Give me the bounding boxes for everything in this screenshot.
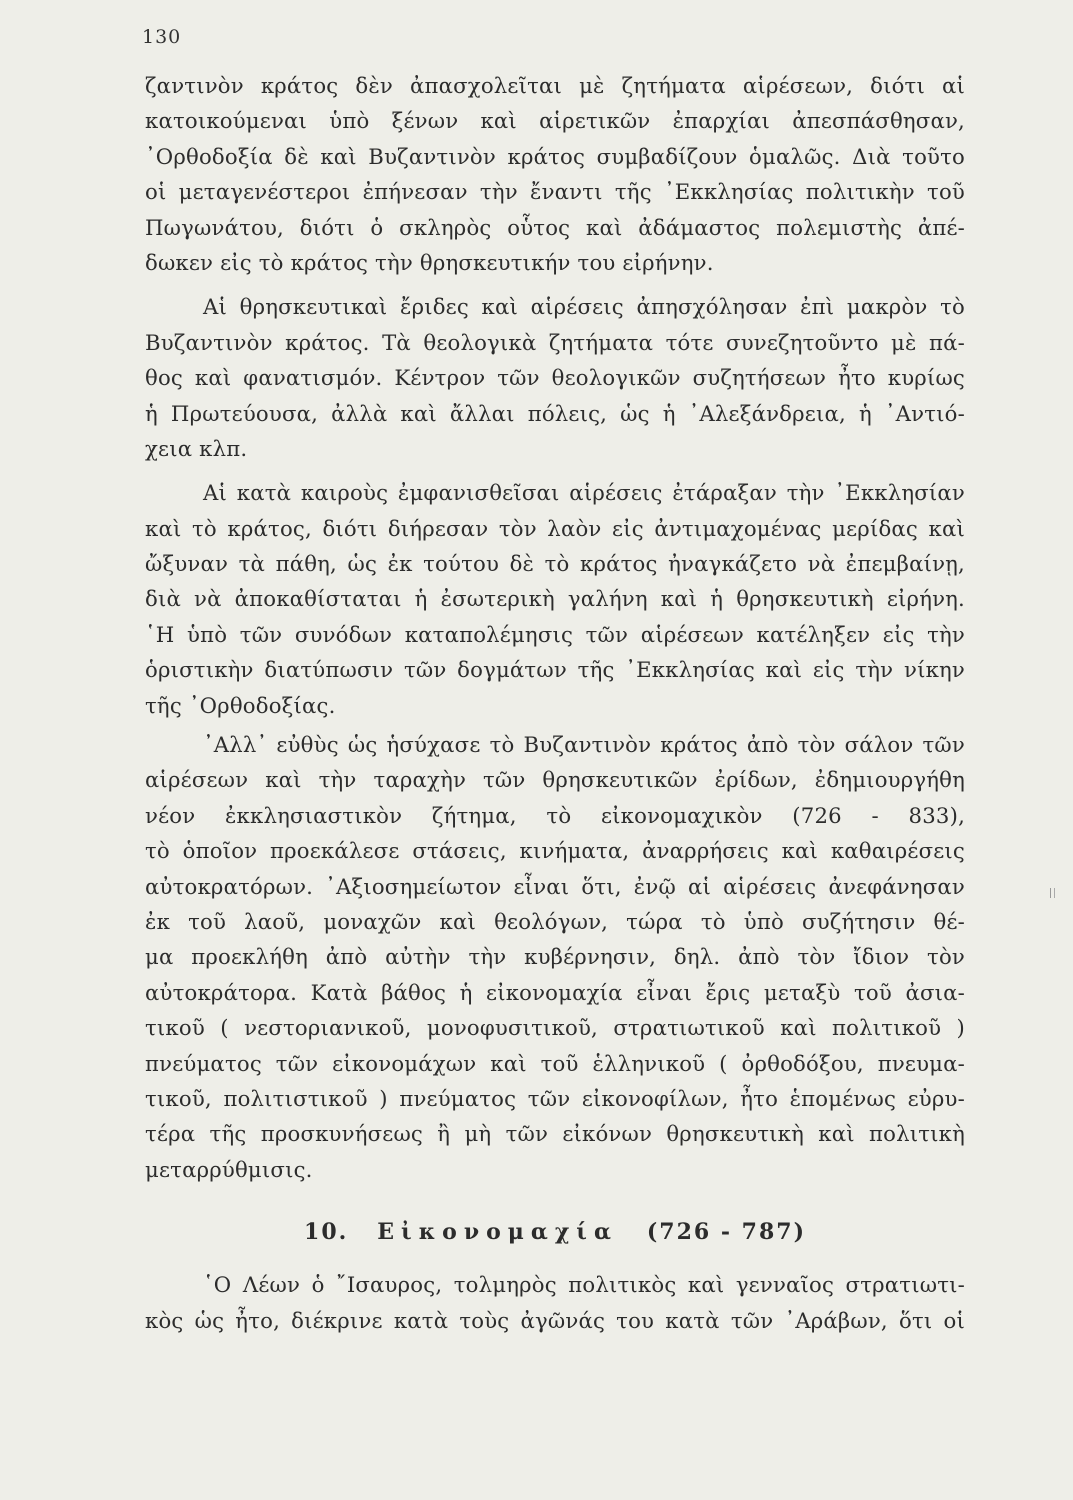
text-line: Αἱ κατὰ καιροὺς ἐμφανισθεῖσαι αἱρέσεις ἐτάραξαν τὴν ᾿Εκκλησίαν: [203, 480, 965, 506]
text-line: ὤξυναν τὰ πάθη, ὡς ἐκ τούτου δὲ τὸ κράτος ἠναγκάζετο νὰ ἐπεμβαίνῃ,: [145, 551, 965, 577]
text-line: πνεύματος τῶν εἰκονομάχων καὶ τοῦ ἑλληνικοῦ ( ὀρθοδόξου, πνευμα-: [145, 1050, 965, 1076]
paragraph-2: [145, 289, 965, 466]
page-number: 130: [142, 26, 182, 48]
text-line: θος καὶ φανατισμόν. Κέντρον τῶν θεολογικῶν συζητήσεων ἦτο κυρίως: [145, 365, 965, 391]
margin-mark: [1050, 888, 1055, 898]
text-line: ἐκ τοῦ λαοῦ, μοναχῶν καὶ θεολόγων, τώρα τὸ ὑπὸ συζήτησιν θέ-: [145, 908, 965, 934]
text-line: τέρα τῆς προσκυνήσεως ἢ μὴ τῶν εἰκόνων θρησκευτικὴ καὶ πολιτικὴ: [145, 1121, 965, 1147]
section-heading: [145, 1219, 965, 1245]
text-line: ἡ Πρωτεύουσα, ἀλλὰ καὶ ἄλλαι πόλεις, ὡς ἡ ᾿Αλεξάνδρεια, ἡ ᾿Αντιό-: [145, 400, 965, 426]
paragraph-1: [145, 68, 965, 280]
text-line: ῾Ο Λέων ὁ ῎Ισαυρος, τολμηρὸς πολιτικὸς καὶ γενναῖος στρατιωτι-: [203, 1272, 965, 1298]
paragraph-3: [145, 475, 965, 723]
text-line: οἱ μεταγενέστεροι ἐπήνεσαν τὴν ἔναντι τῆς ᾿Εκκλησίας πολιτικὴν τοῦ: [145, 179, 965, 205]
paragraph-4: [145, 727, 965, 1187]
text-line: τικοῦ ( νεστοριανικοῦ, μονοφυσιτικοῦ, στρατιωτικοῦ καὶ πολιτικοῦ ): [145, 1015, 965, 1041]
text-line: ὁριστικὴν διατύπωσιν τῶν δογμάτων τῆς ᾿Εκκλησίας καὶ εἰς τὴν νίκην: [145, 657, 965, 683]
text-line: Πωγωνάτου, διότι ὁ σκληρὸς οὗτος καὶ ἀδάμαστος πολεμιστὴς ἀπέ-: [145, 214, 965, 240]
section-years: (726 - 787): [646, 1219, 806, 1246]
body-text: [145, 68, 965, 1338]
text-line: μεταρρύθμισις.: [145, 1156, 313, 1182]
text-line: μα προεκλήθη ἀπὸ αὐτὴν τὴν κυβέρνησιν, δηλ. ἀπὸ τὸν ἴδιον τὸν: [145, 944, 965, 970]
paragraph-5: [145, 1267, 965, 1338]
text-line: ῾Η ὑπὸ τῶν συνόδων καταπολέμησις τῶν αἱρέσεων κατέληξεν εἰς τὴν: [145, 621, 965, 647]
text-line: τὸ ὁποῖον προεκάλεσε στάσεις, κινήματα, ἀναρρήσεις καὶ καθαιρέσεις: [145, 838, 965, 864]
text-line: Αἱ θρησκευτικαὶ ἔριδες καὶ αἱρέσεις ἀπησχόλησαν ἐπὶ μακρὸν τὸ: [203, 294, 965, 320]
text-line: τικοῦ, πολιτιστικοῦ ) πνεύματος τῶν εἰκονοφίλων, ἦτο ἑπομένως εὐρυ-: [145, 1085, 965, 1111]
section-number: 10.: [304, 1219, 349, 1246]
text-line: χεια κλπ.: [145, 435, 248, 461]
text-line: καὶ τὸ κράτος, διότι διήρεσαν τὸν λαὸν εἰς ἀντιμαχομένας μερίδας καὶ: [145, 515, 965, 541]
text-line: αὐτοκρατόρων. ᾿Αξιοσημείωτον εἶναι ὅτι, ἐνῷ αἱ αἱρέσεις ἀνεφάνησαν: [145, 873, 965, 899]
text-line: ᾿Αλλ᾿ εὐθὺς ὡς ἡσύχασε τὸ Βυζαντινὸν κράτος ἀπὸ τὸν σάλον τῶν: [203, 732, 965, 758]
text-line: Βυζαντινὸν κράτος. Τὰ θεολογικὰ ζητήματα τότε συνεζητοῦντο μὲ πά-: [145, 329, 965, 355]
text-line: νέον ἐκκλησιαστικὸν ζήτημα, τὸ εἰκονομαχικὸν (726 - 833),: [145, 802, 965, 828]
text-line: κατοικούμεναι ὑπὸ ξένων καὶ αἱρετικῶν ἐπαρχίαι ἀπεσπάσθησαν,: [145, 108, 965, 134]
text-line: ᾿Ορθοδοξία δὲ καὶ Βυζαντινὸν κράτος συμβαδίζουν ὁμαλῶς. Διὰ τοῦτο: [145, 143, 965, 169]
text-line: διὰ νὰ ἀποκαθίσταται ἡ ἐσωτερικὴ γαλήνη καὶ ἡ θρησκευτικὴ εἰρήνη.: [145, 586, 965, 612]
text-line: αὐτοκράτορα. Κατὰ βάθος ἡ εἰκονομαχία εἶναι ἔρις μεταξὺ τοῦ ἀσια-: [145, 979, 965, 1005]
text-line: τῆς ᾿Ορθοδοξίας.: [145, 692, 336, 718]
text-line: ζαντινὸν κράτος δὲν ἀπασχολεῖται μὲ ζητήματα αἱρέσεων, διότι αἱ: [145, 73, 965, 98]
text-line: αἱρέσεων καὶ τὴν ταραχὴν τῶν θρησκευτικῶν ἐρίδων, ἐδημιουργήθη: [145, 767, 965, 793]
text-line: δωκεν εἰς τὸ κράτος τὴν θρησκευτικήν του εἰρήνην.: [145, 249, 714, 275]
section-title: Εἰκονομαχία: [377, 1219, 618, 1246]
text-line: κὸς ὡς ἦτο, διέκρινε κατὰ τοὺς ἀγῶνάς του κατὰ τῶν ᾿Αράβων, ὅτι οἱ: [145, 1307, 965, 1333]
